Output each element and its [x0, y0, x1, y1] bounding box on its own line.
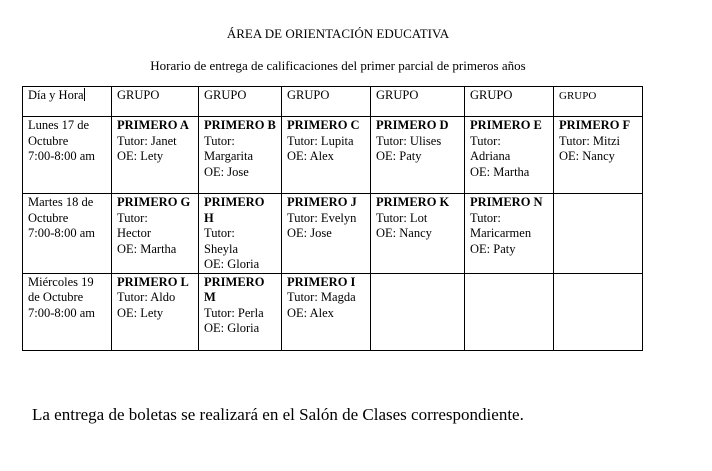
header-cell-group [282, 87, 371, 117]
day-line: Octubre [28, 133, 69, 148]
header-row [23, 87, 643, 117]
cell-line: Tutor: Ulises [376, 133, 442, 148]
group-cell [282, 194, 371, 274]
group-cell [371, 194, 465, 274]
cell-line: OE: Gloria [204, 257, 260, 271]
group-cell [112, 194, 199, 274]
header-cell-day [23, 87, 112, 117]
group-cell [282, 273, 371, 350]
group-name: PRIMERO B [204, 118, 276, 132]
empty-cell [371, 273, 465, 350]
day-line: Octubre [28, 210, 69, 225]
group-name: PRIMERO C [287, 118, 360, 132]
header-cell-group [199, 87, 282, 117]
group-cell [554, 117, 643, 194]
cell-line: OE: Alex [287, 305, 334, 320]
cell-line: Tutor: Lot [376, 210, 428, 225]
cell-line: Adriana [470, 149, 511, 163]
cell-line: Tutor: [204, 133, 235, 148]
day-cell [23, 117, 112, 194]
group-cell [282, 117, 371, 194]
schedule-table [22, 86, 643, 351]
header-label: GRUPO [117, 88, 160, 102]
cell-line: Tutor: Evelyn [287, 210, 357, 225]
table-row [23, 117, 643, 194]
cell-line: Margarita [204, 149, 254, 163]
empty-cell [554, 273, 643, 350]
day-line: Miércoles 19 [28, 274, 94, 289]
group-name: PRIMERO J [287, 195, 357, 209]
group-cell [371, 117, 465, 194]
group-name: PRIMERO N [470, 195, 543, 209]
cell-line: Tutor: Lupita [287, 133, 354, 148]
day-line: 7:00-8:00 am [28, 149, 96, 163]
cell-line: Tutor: Magda [287, 290, 356, 304]
day-line: 7:00-8:00 am [28, 226, 96, 240]
day-line: 7:00-8:00 am [28, 305, 96, 320]
header-label: GRUPO [204, 88, 247, 102]
group-name: PRIMERO I [287, 274, 356, 289]
cell-line: Hector [117, 226, 152, 240]
group-name: PRIMERO K [376, 195, 450, 209]
document-title: ÁREA DE ORIENTACIÓN EDUCATIVA [226, 26, 450, 41]
cell-line: Tutor: [204, 226, 235, 240]
cell-line: Tutor: Mitzi [559, 133, 621, 148]
empty-cell [554, 194, 643, 274]
group-name: PRIMERO E [470, 118, 542, 132]
group-name: PRIMERO F [559, 118, 631, 132]
header-label: GRUPO [559, 90, 597, 102]
group-cell [465, 194, 554, 274]
cell-line: OE: Alex [287, 149, 334, 163]
cell-line: OE: Paty [376, 149, 422, 163]
group-name: PRIMERO G [117, 195, 191, 209]
day-cell [23, 194, 112, 274]
cell-line: OE: Jose [204, 164, 249, 179]
group-name: PRIMERO D [376, 118, 449, 132]
cell-line: OE: Paty [470, 241, 516, 256]
cell-line: Tutor: [117, 210, 148, 225]
cell-line: Tutor: Janet [117, 133, 177, 148]
group-cell [199, 117, 282, 194]
day-line: Martes 18 de [28, 195, 94, 209]
day-cell [23, 273, 112, 350]
cell-line: OE: Lety [117, 305, 164, 320]
header-cell-group [465, 87, 554, 117]
header-label: GRUPO [470, 88, 513, 102]
day-line: de Octubre [28, 290, 84, 304]
group-cell [199, 273, 282, 350]
cell-line: OE: Martha [117, 241, 177, 256]
cell-line: OE: Nancy [559, 149, 615, 163]
group-name: PRIMERO L [117, 274, 189, 289]
cell-line: OE: Jose [287, 226, 332, 240]
empty-cell [465, 273, 554, 350]
group-name: PRIMERO M [204, 274, 265, 304]
header-label: GRUPO [287, 88, 330, 102]
group-cell [112, 117, 199, 194]
header-cell-group [112, 87, 199, 117]
table-row [23, 194, 643, 274]
cell-line: Sheyla [204, 241, 239, 256]
group-cell [112, 273, 199, 350]
cell-line: OE: Nancy [376, 226, 432, 240]
header-label: Día y Hora [28, 88, 84, 102]
header-cell-group [554, 87, 643, 117]
cell-line: OE: Martha [470, 164, 530, 179]
cell-line: Tutor: [470, 210, 501, 225]
group-name: PRIMERO H [204, 195, 265, 225]
day-line: Lunes 17 de [28, 118, 90, 132]
table-row [23, 273, 643, 350]
cell-line: Tutor: Perla [204, 305, 264, 320]
text-cursor [84, 88, 85, 101]
cell-line: Tutor: Aldo [117, 290, 176, 304]
cell-line: Tutor: [470, 133, 501, 148]
document-subtitle: Horario de entrega de calificaciones del primer parcial de primeros años [150, 58, 526, 73]
group-cell [465, 117, 554, 194]
cell-line: OE: Gloria [204, 321, 260, 335]
group-cell [199, 194, 282, 274]
footer-note: La entrega de boletas se realizará en el Salón de Clases correspondiente. [32, 405, 524, 424]
cell-line: Maricarmen [470, 226, 532, 240]
cell-line: OE: Lety [117, 149, 164, 163]
header-label: GRUPO [376, 88, 419, 102]
header-cell-group [371, 87, 465, 117]
group-name: PRIMERO A [117, 118, 189, 132]
